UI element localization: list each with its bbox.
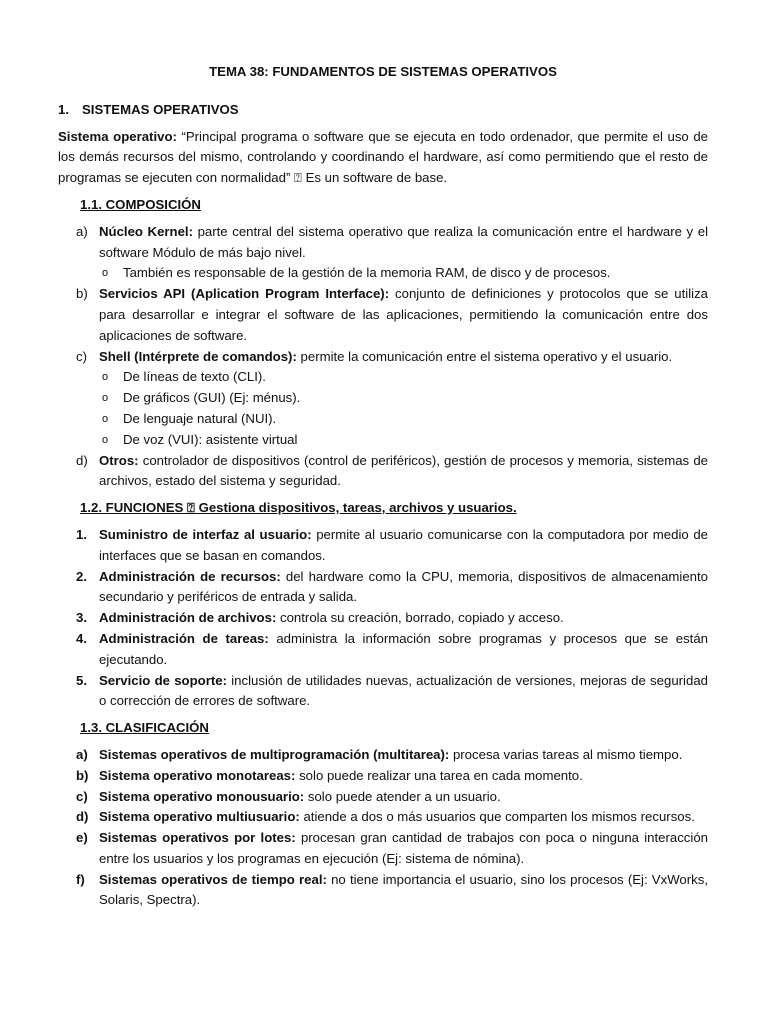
sub-item-text: También es responsable de la gestión de la memoria RAM, de disco y de procesos.	[123, 265, 611, 281]
list-item	[58, 525, 708, 567]
item-text: procesan gran cantidad de trabajos con poca o ninguna interacción entre los usuarios y los programas en ejecución (Ej: sistema de nómina).	[99, 830, 708, 866]
item-term: Sistema operativo monotareas:	[99, 767, 296, 783]
list-item	[58, 807, 708, 828]
list-item	[58, 787, 708, 808]
list-item	[58, 347, 708, 451]
item-marker: d)	[76, 452, 88, 468]
item-term: Servicio de soporte:	[99, 672, 227, 688]
item-term: Administración de tareas:	[99, 630, 269, 646]
item-term: Suministro de interfaz al usuario:	[99, 526, 312, 542]
list-item	[58, 284, 708, 346]
item-text: solo puede atender a un usuario.	[304, 788, 501, 804]
list-item	[58, 766, 708, 787]
item-term: Servicios API (Aplication Program Interface):	[99, 286, 390, 302]
list-item	[58, 629, 708, 671]
item-text: solo puede realizar una tarea en cada momento.	[295, 767, 583, 783]
item-marker: 1.	[76, 526, 87, 542]
sub-item-text: De gráficos (GUI) (Ej: ménus).	[123, 390, 301, 406]
list-item	[58, 671, 708, 713]
intro-text: “Principal programa o software que se ejecuta en todo ordenador, que permite el uso de los demás recursos del mismo, controlando y coordinando el hardware, así como permitiendo que el resto de programas se ejecuten con normalidad” ⍰ Es un software de base.	[58, 128, 708, 186]
item-term: Shell (Intérprete de comandos):	[99, 348, 297, 364]
sub-list-item	[99, 409, 708, 430]
item-marker: e)	[76, 830, 88, 846]
list-item	[58, 567, 708, 609]
item-text: administra la información sobre programas y procesos que se están ejecutando.	[99, 630, 708, 667]
sub-item-text: De voz (VUI): asistente virtual	[123, 431, 298, 447]
item-text: procesa varias tareas al mismo tiempo.	[449, 746, 683, 762]
item-marker: a)	[76, 746, 88, 762]
item-marker: a)	[76, 223, 88, 239]
list-clasificacion	[58, 745, 708, 911]
sub-list-item	[99, 263, 708, 284]
item-text: del hardware como la CPU, memoria, dispositivos de almacenamiento secundario y periféricos de entrada y salida.	[99, 568, 709, 605]
item-text: inclusión de utilidades nuevas, actualización de versiones, mejoras de seguridad o corrección de errores de software.	[99, 672, 708, 709]
hollow-bullet-icon: o	[102, 412, 109, 425]
intro-term: Sistema operativo:	[58, 128, 177, 144]
sub-list	[99, 263, 708, 284]
section-heading-1	[58, 100, 708, 121]
item-marker: 2.	[76, 568, 87, 584]
item-term: Sistemas operativos por lotes:	[99, 830, 296, 846]
intro-paragraph	[58, 127, 708, 189]
sub-item-text: De lenguaje natural (NUI).	[123, 410, 277, 426]
item-marker: c)	[76, 348, 87, 364]
item-term: Sistema operativo monousuario:	[99, 788, 305, 804]
item-text: atiende a dos o más usuarios que comparten los mismos recursos.	[299, 809, 695, 825]
item-text: no tiene importancia el usuario, sino los procesos (Ej: VxWorks, Solaris, Spectra).	[99, 871, 708, 908]
subsection-title-extension: ⍰ Gestiona dispositivos, tareas, archivos y usuarios.	[183, 500, 517, 516]
item-text: controlador de dispositivos (control de periféricos), gestión de procesos y memoria, sistemas de archivos, estado del sistema y seguridad.	[99, 452, 708, 489]
list-item	[58, 451, 708, 493]
item-marker: d)	[76, 809, 89, 825]
item-term: Administración de recursos:	[99, 568, 281, 584]
item-text: permite al usuario comunicarse con la computadora por medio de interfaces que se basan en comandos.	[99, 526, 708, 563]
sub-list-item	[99, 367, 708, 388]
subsection-heading-clasificacion: 1.3. CLASIFICACIÓN	[80, 720, 209, 736]
item-text: parte central del sistema operativo que realiza la comunicación entre el hardware y el software Módulo de más bajo nivel.	[99, 223, 709, 260]
item-term: Sistemas operativos de tiempo real:	[99, 871, 327, 887]
item-text: controla su creación, borrado, copiado y acceso.	[276, 610, 564, 626]
section-number: 1.	[58, 101, 69, 117]
sub-list-item	[99, 388, 708, 409]
item-term: Sistemas operativos de multiprogramación (multitarea):	[99, 746, 450, 762]
list-item	[58, 870, 708, 912]
item-marker: 5.	[76, 672, 87, 688]
sub-list-item	[99, 430, 708, 451]
list-composicion	[58, 222, 708, 492]
item-marker: b)	[76, 286, 88, 302]
section-title: SISTEMAS OPERATIVOS	[82, 101, 239, 117]
item-text: conjunto de definiciones y protocolos que se utiliza para desarrollar e integrar el software de las aplicaciones, permitiendo la comunicación entre dos aplicaciones de software.	[99, 286, 708, 343]
item-term: Núcleo Kernel:	[99, 223, 193, 239]
hollow-bullet-icon: o	[102, 371, 109, 384]
list-item	[58, 608, 708, 629]
list-item	[58, 222, 708, 284]
subsection-title: 1.2. FUNCIONES	[80, 500, 184, 516]
item-marker: c)	[76, 788, 88, 804]
item-marker: 4.	[76, 630, 87, 646]
item-marker: b)	[76, 767, 89, 783]
item-term: Otros:	[99, 452, 139, 468]
sub-list	[99, 367, 708, 450]
subsection-heading-composicion: 1.1. COMPOSICIÓN	[80, 196, 201, 212]
item-term: Administración de archivos:	[99, 610, 277, 626]
subsection-heading-funciones	[80, 498, 708, 519]
item-term: Sistema operativo multiusuario:	[99, 809, 300, 825]
item-marker: f)	[76, 871, 85, 887]
item-marker: 3.	[76, 610, 87, 626]
hollow-bullet-icon: o	[102, 392, 109, 405]
hollow-bullet-icon: o	[102, 267, 109, 280]
sub-item-text: De líneas de texto (CLI).	[123, 369, 266, 385]
list-item	[58, 828, 708, 870]
item-text: permite la comunicación entre el sistema operativo y el usuario.	[296, 348, 673, 364]
document-title: TEMA 38: FUNDAMENTOS DE SISTEMAS OPERATIVOS	[209, 64, 557, 79]
list-funciones	[58, 525, 708, 712]
hollow-bullet-icon: o	[102, 433, 109, 446]
list-item	[58, 745, 708, 766]
